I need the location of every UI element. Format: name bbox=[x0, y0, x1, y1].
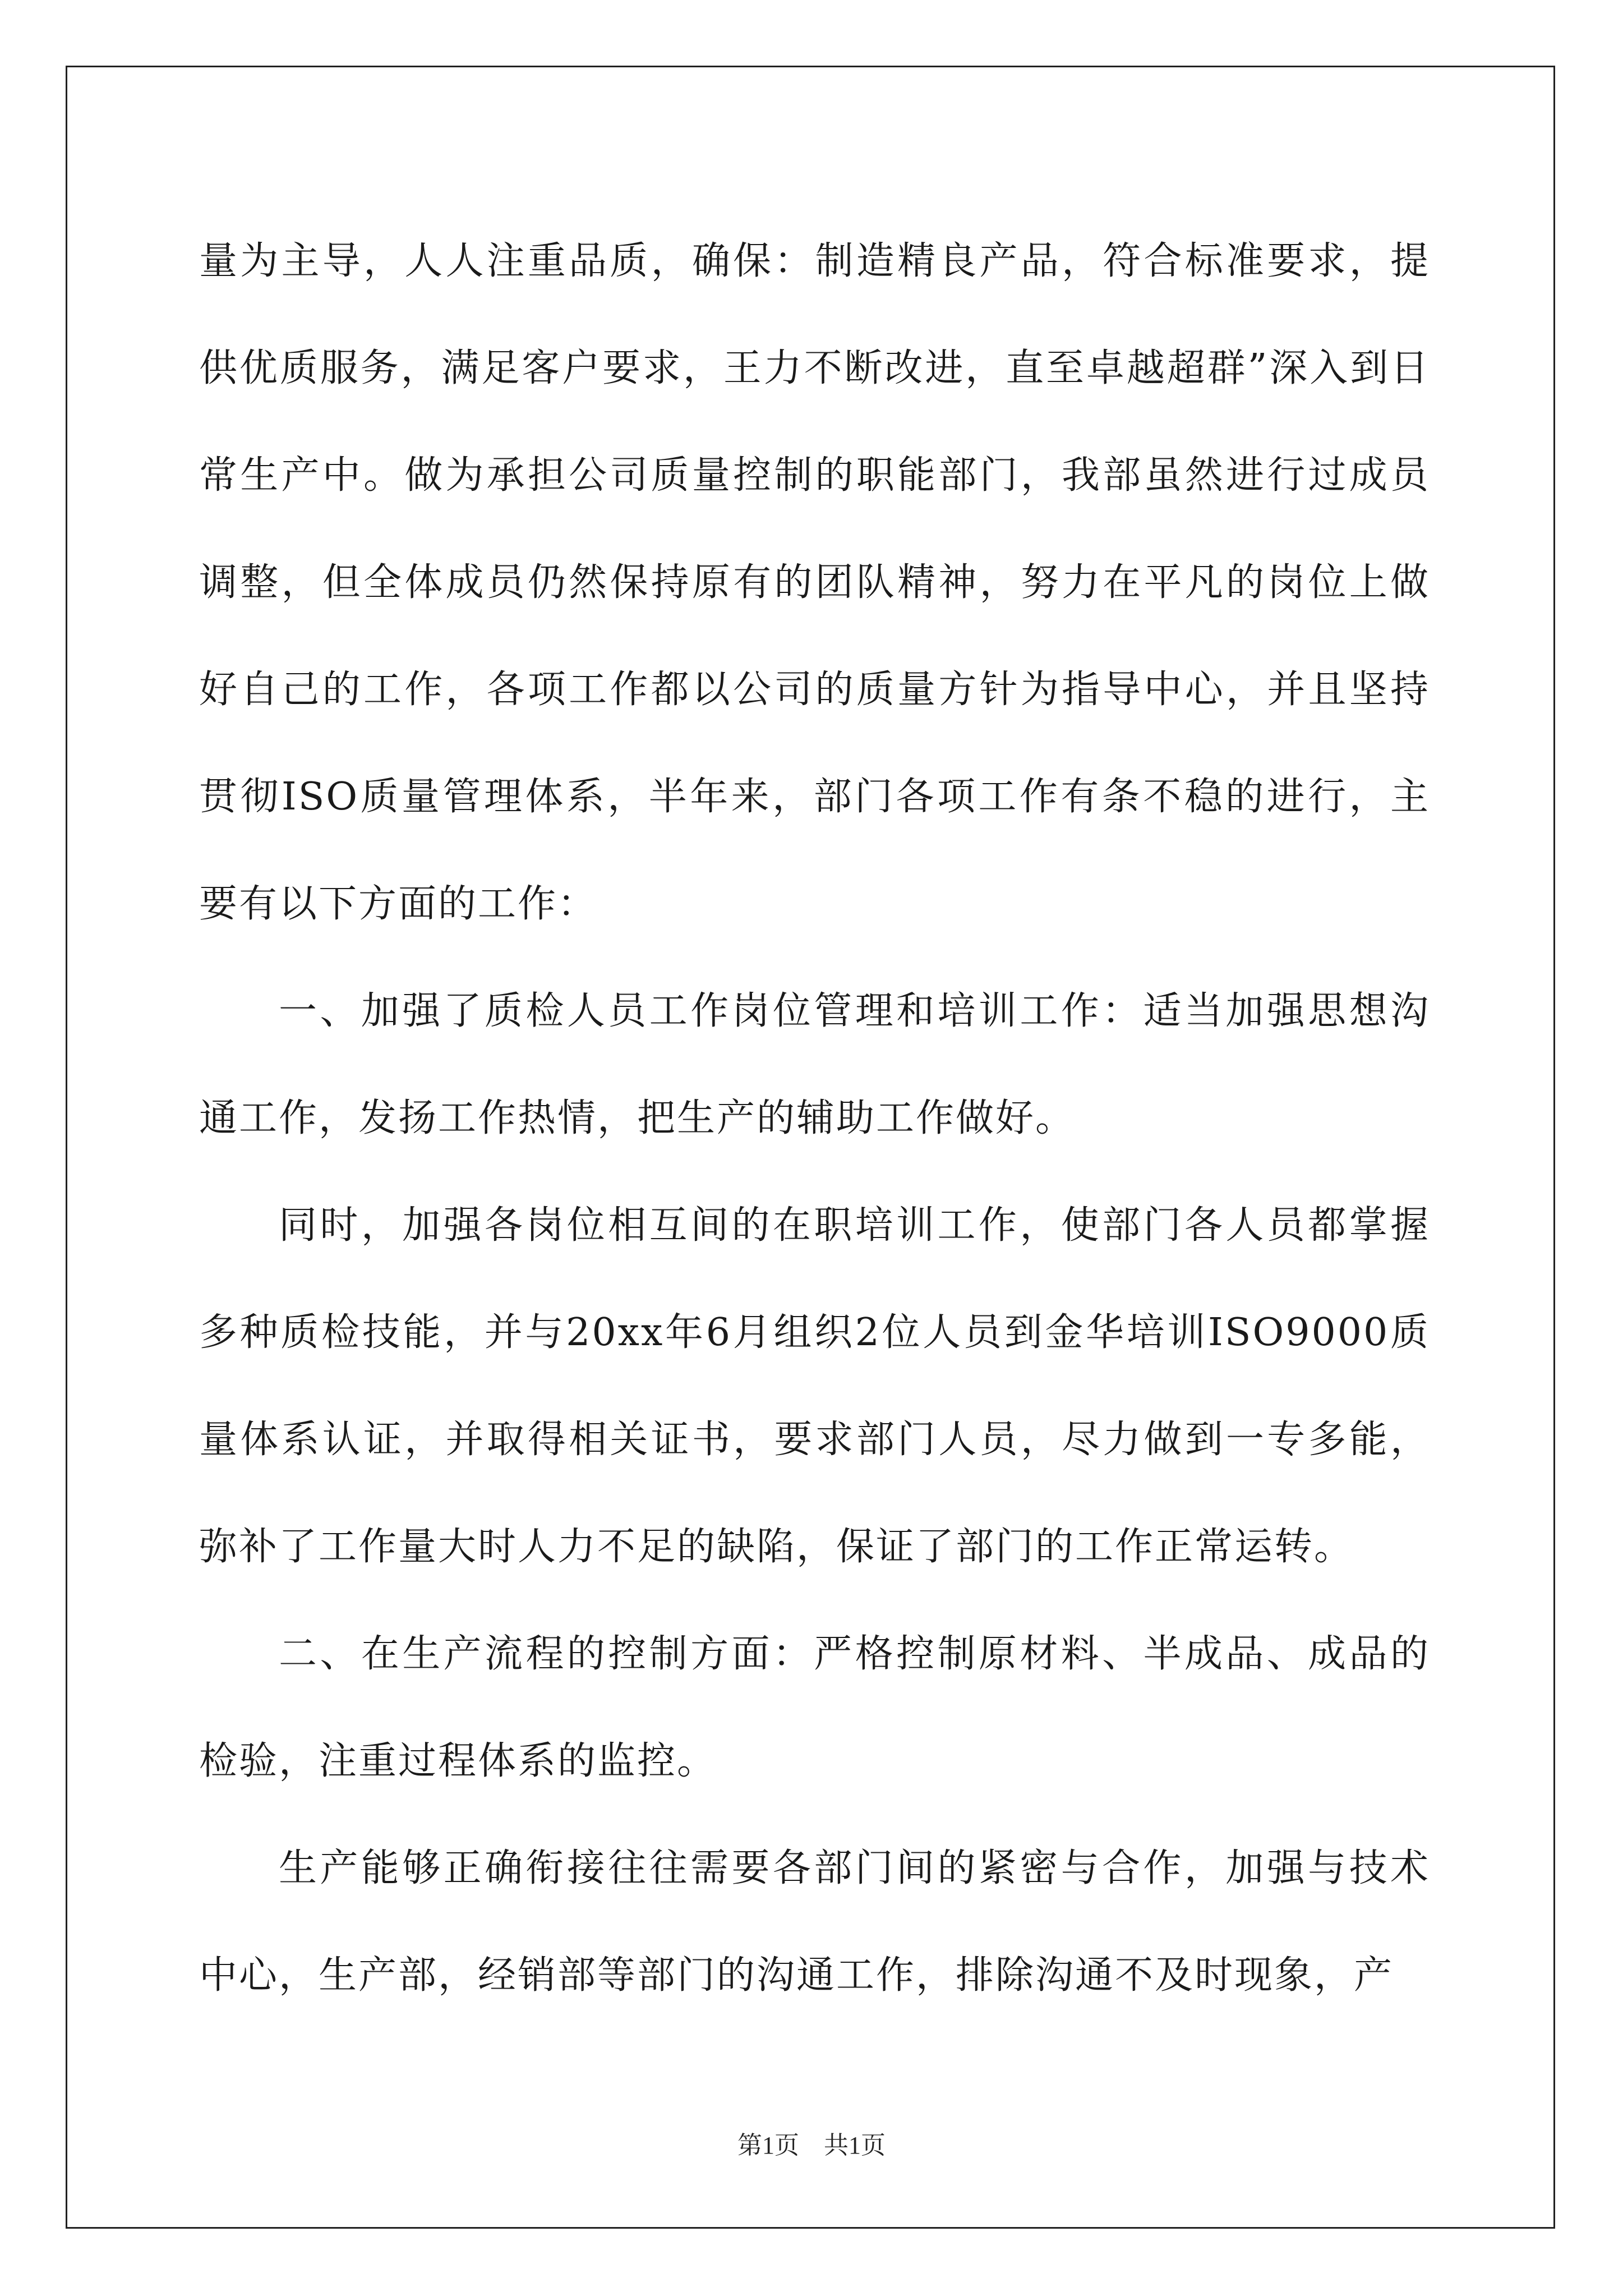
paragraph-continuation: 量为主导，人人注重品质，确保：制造精良产品，符合标准要求，提供优质服务，满足客户要求，王力不断改进，直至卓越超群”深入到日常生产中。做为承担公司质量控制的职能部门，我部虽然进行过成员调整，但全体成员仍然保持原有的团队精神，努力在平凡的岗位上做好自己的工作，各项工作都以公司的质量方针为指导中心，并且坚持贯彻ISO质量管理体系，半年来，部门各项工作有条不稳的进行，主要有以下方面的工作： bbox=[199, 239, 1430, 926]
page-number: 第1页 共1页 bbox=[737, 2132, 886, 2159]
paragraph-coordination: 生产能够正确衔接往往需要各部门间的紧密与合作，加强与技术中心，生产部，经销部等部门的沟通工作，排除沟通不及时现象，产 bbox=[199, 1846, 1430, 1998]
paragraph-training: 同时，加强各岗位相互间的在职培训工作，使部门各人员都掌握多种质检技能，并与20xx年6月组织2位人员到金华培训ISO9000质量体系认证，并取得相关证书，要求部门人员，尽力做到一专多能，弥补了工作量大时人力不足的缺陷，保证了部门的工作正常运转。 bbox=[199, 1203, 1430, 1569]
paragraph-section-two: 二、在生产流程的控制方面：严格控制原材料、半成品、成品的检验，注重过程体系的监控。 bbox=[199, 1632, 1430, 1783]
paragraph-section-one: 一、加强了质检人员工作岗位管理和培训工作：适当加强思想沟通工作，发扬工作热情，把生产的辅助工作做好。 bbox=[199, 989, 1430, 1140]
document-body bbox=[199, 208, 1430, 2029]
